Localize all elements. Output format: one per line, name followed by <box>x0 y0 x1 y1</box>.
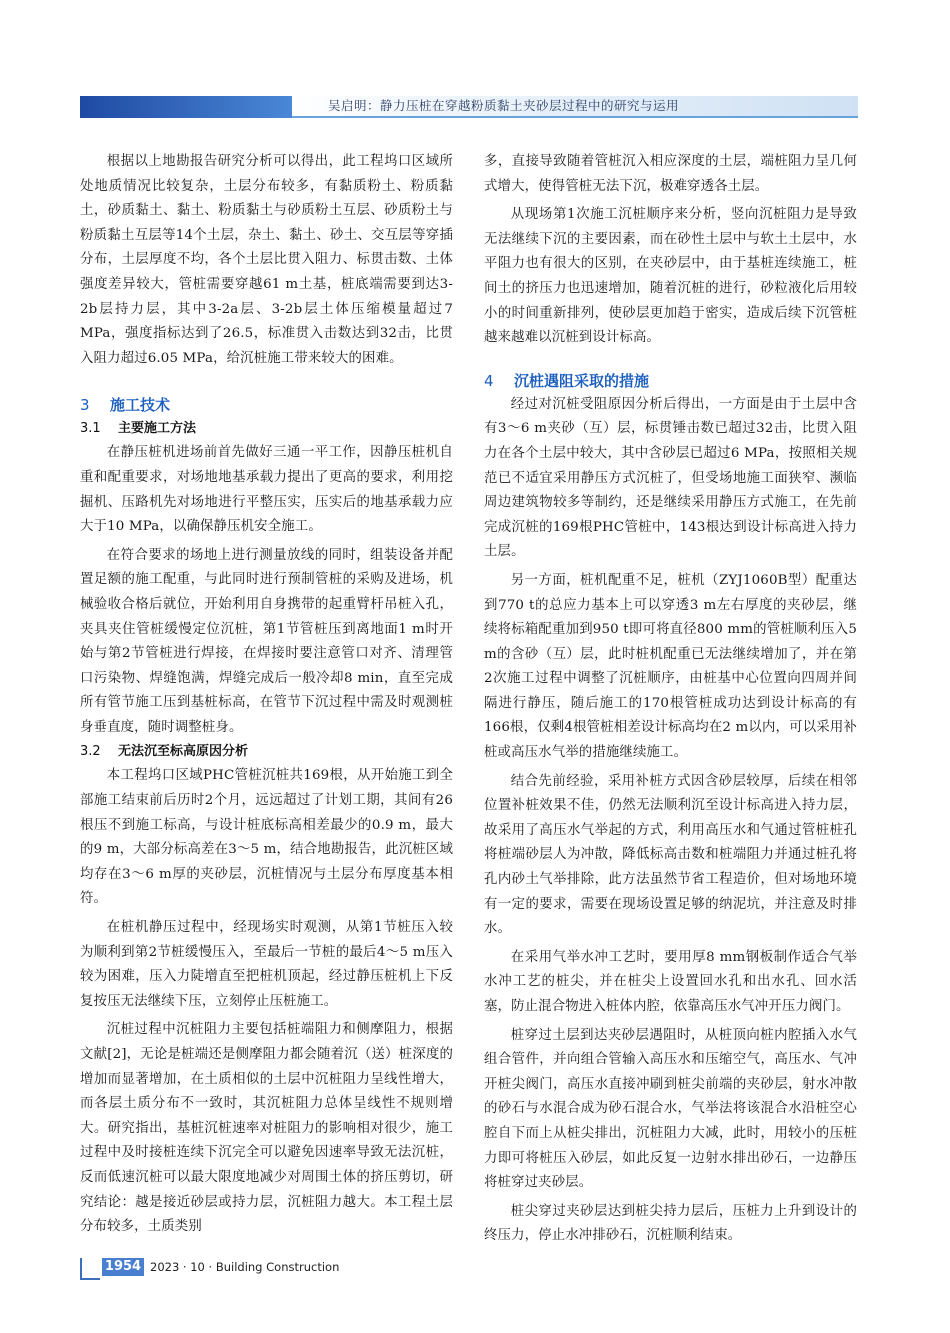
right-column <box>484 150 857 1249</box>
header-accent-bar <box>80 96 292 118</box>
journal-citation: 2023 · 10 · Building Construction <box>150 1260 340 1274</box>
subsection-title: 主要施工方法 <box>118 421 197 437</box>
subsection-3-1-heading <box>80 417 453 441</box>
section-4-heading <box>484 369 857 393</box>
paragraph-4-e: 桩穿过土层到达夹砂层遇阻时，从桩顶向桩内腔插入水气组合管件，并向组合管输入高压水和压缩空气，高压水、气冲开桩尖阀门，高压水直接冲刷到桩尖前端的夹砂层，射水冲散的砂石与水混合成为砂石混合水，气举法将该混合水沿桩空心腔自下而上从桩尖排出，沉桩阻力大减，此时，用较小的压桩力即可将桩压入砂层，如此反复一边射水排出砂石，一边静压将桩穿过夹砂层。 <box>484 1027 857 1191</box>
paragraph-intro: 根据以上地勘报告研究分析可以得出，此工程坞口区域所处地质情况比较复杂，土层分布较多，有黏质粉土、粉质黏土，砂质黏土、黏土、粉质黏土与砂质粉土互层、砂质粉土与粉质黏土互层等14个土层，杂土、黏土、砂土、交互层等穿插分布，土层厚度不均，各个土层比贯入阻力、标贯击数、土体强度差异较大，管桩需要穿越61 m土基，桩底端需要到达3-2b层持力层，其中3-2a层、3-2b层土体压缩模量超过7 MPa，强度指标达到了26.5，标准贯入击数达到32击，比贯入阻力超过6.05 MPa，给沉桩施工带来较大的困难。 <box>80 154 453 366</box>
paragraph-3-1-b: 在符合要求的场地上进行测量放线的同时，组装设备并配置足额的施工配重，与此同时进行预制管桩的采购及进场，机械验收合格后就位，开始利用自身携带的起重臂杆吊桩入孔，夹具夹住管桩缓慢定位沉桩，第1节管桩压到离地面1 m时开始与第2节管桩进行焊接，在焊接时要注意管口对齐、清理管口污染物、焊缝饱满，焊缝完成后一般冷却8 min，直至完成所有管节施工压到基桩标高，在管节下沉过程中需及时观测桩身垂直度，随时调整桩身。 <box>80 547 453 735</box>
left-column <box>80 150 453 1240</box>
paragraph-3-1-a: 在静压桩机进场前首先做好三通一平工作，因静压桩机自重和配重要求，对场地地基承载力提出了更高的要求，利用挖掘机、压路机先对场地进行平整压实，压实后的地基承载力应大于10 MPa，以确保静压机安全施工。 <box>80 445 453 535</box>
paragraph-3-2-b: 在桩机静压过程中，经现场实时观测，从第1节桩压入较为顺利到第2节桩缓慢压入，至最后一节桩的最后4～5 m压入较为困难，压入力陡增直至把桩机顶起，经过静压桩机上下反复按压无法继续下压，立刻停止压桩施工。 <box>80 920 453 1009</box>
subsection-number: 3.1 <box>80 421 101 437</box>
paragraph-3-2-a: 本工程坞口区域PHC管桩沉桩共169根，从开始施工到全部施工结束前后历时2个月，远远超过了计划工期，其间有26根压不到施工标高，与设计桩底标高相差最少的0.9 m，最大的9 m，大部分标高差在3～5 m，结合地勘报告，此沉桩区域均存在3～6 m厚的夹砂层，沉桩情况与土层分布厚度基本相符。 <box>80 768 453 907</box>
subsection-3-2-heading <box>80 740 453 764</box>
paragraph-4-d: 在采用气举水冲工艺时，要用厚8 mm钢板制作适合气举水冲工艺的桩尖，并在桩尖上设置回水孔和出水孔、回水活塞，防止混合物进入桩体内腔，依靠高压水气冲开压力阀门。 <box>484 949 857 1014</box>
paragraph-4-a: 经过对沉桩受阻原因分析后得出，一方面是由于土层中含有3～6 m夹砂（互）层，标贯锤击数已超过32击，比贯入阻力在各个土层中较大，其中含砂层已超过6 MPa，按照相关规范已不适宜采用静压方式沉桩了，但受场地施工面狭窄、濒临周边建筑物较多等制约，还是继续采用静压方式施工，在先前完成沉桩的169根PHC管桩中，143根达到设计标高进入持力土层。 <box>484 396 857 560</box>
paragraph-4-c: 结合先前经验，采用补桩方式因含砂层较厚，后续在相邻位置补桩效果不佳，仍然无法顺利沉至设计标高进入持力层，故采用了高压水气举起的方式，利用高压水和气通过管桩桩孔将桩端砂层人为冲散，降低标高击数和桩端阻力并通过桩孔将孔内砂土气举排除，此方法虽然节省工程造价，但对场地环境有一定的要求，需要在现场设置足够的纳泥坑，并注意及时排水。 <box>484 773 857 937</box>
section-number: 4 <box>484 371 494 390</box>
section-number: 3 <box>80 396 90 415</box>
page-number: 1954 <box>102 1258 144 1276</box>
paragraph-r1: 从现场第1次施工沉桩顺序来分析，竖向沉桩阻力是导致无法继续下沉的主要因素，而在砂性土层中与软土土层中，水平阻力也有很大的区别，在夹砂层中，由于基桩连续施工，桩间土的挤压力也迅速增加，随着沉桩的进行，砂粒液化后用较小的时间重新排列，使砂层更加趋于密实，造成后续下沉管桩越来越难以沉桩到设计标高。 <box>484 207 857 346</box>
section-title: 施工技术 <box>110 396 171 415</box>
section-title: 沉桩遇阻采取的措施 <box>514 371 650 390</box>
paragraph-4-b: 另一方面，桩机配重不足，桩机（ZYJ1060B型）配重达到770 t的总应力基本上可以穿透3 m左右厚度的夹砂层，继续将标箱配重加到950 t即可将直径800 mm的管桩顺利压入5 m的含砂（互）层，此时桩机配重已无法继续增加了，并在第2次施工过程中调整了沉桩顺序，由桩基中心位置向四周并间隔进行静压，随后施工的170根管桩成功达到设计标高的有166根，仅剩4根管桩相差设计标高均在2 m以内，可以采用补桩或高压水气举的措施继续施工。 <box>484 572 857 761</box>
footer-corner-mark <box>80 1258 100 1280</box>
paragraph-continued: 多，直接导致随着管桩沉入相应深度的土层，端桩阻力呈几何式增大，使得管桩无法下沉，极难穿透各土层。 <box>484 154 857 194</box>
running-header: 吴启明：静力压桩在穿越粉质黏土夹砂层过程中的研究与运用 <box>292 96 858 118</box>
paragraph-4-f: 桩尖穿过夹砂层达到桩尖持力层后，压桩力上升到设计的终压力，停止水冲排砂石，沉桩顺利结束。 <box>484 1203 857 1244</box>
section-3-heading <box>80 393 453 417</box>
subsection-number: 3.2 <box>80 744 101 760</box>
paragraph-3-2-c: 沉桩过程中沉桩阻力主要包括桩端阻力和侧摩阻力，根据文献[2]，无论是桩端还是侧摩阻力都会随着沉（送）桩深度的增加而显著增加，在土质相似的土层中沉桩阻力呈线性增大，而各层土质分布不一致时，其沉桩阻力总体呈线性不规则增大。研究指出，基桩沉桩速率对桩阻力的影响相对很少，施工过程中及时接桩连续下沉完全可以避免因速率导致无法沉桩，反而低速沉桩可以最大限度地减少对周围土体的挤压剪切，研究结论：越是接近砂层或持力层，沉桩阻力越大。本工程土层分布较多，土质类别 <box>80 1022 453 1235</box>
subsection-title: 无法沉至标高原因分析 <box>118 744 249 760</box>
